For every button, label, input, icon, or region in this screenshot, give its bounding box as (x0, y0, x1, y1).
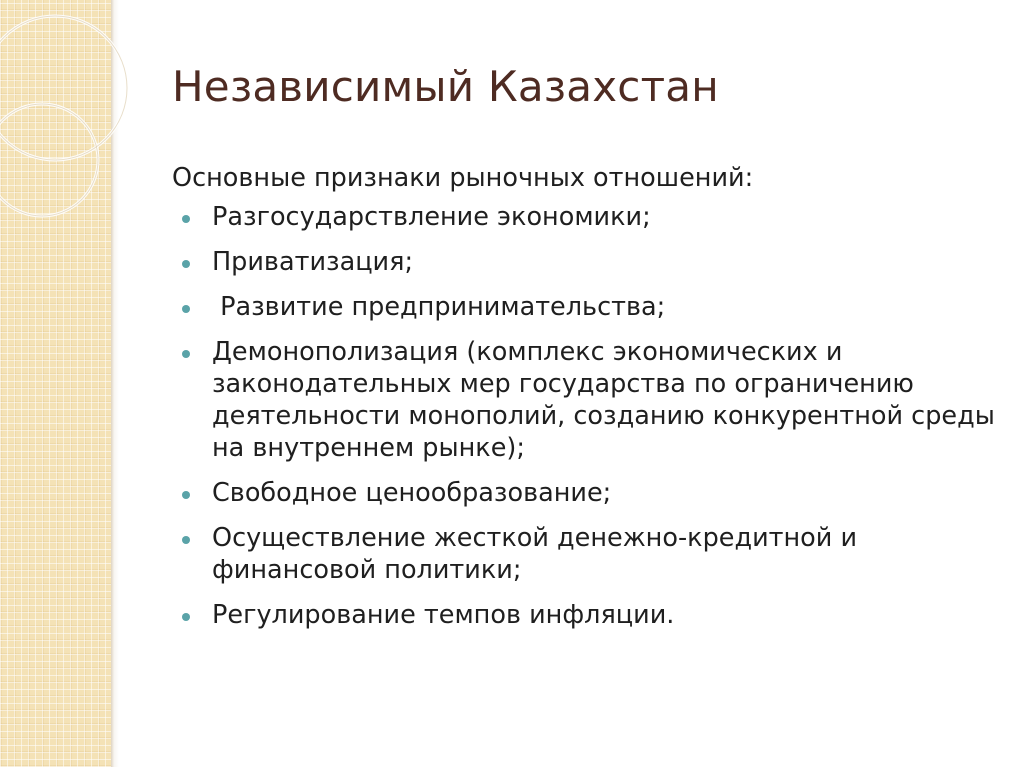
slide-title: Независимый Казахстан (172, 62, 719, 111)
bullet-icon (182, 536, 190, 544)
list-item (172, 477, 1002, 509)
list-item-text: Свободное ценообразование; (212, 478, 612, 508)
bullet-icon (182, 215, 190, 223)
list-item (172, 291, 1002, 323)
upper-ring-icon (0, 16, 127, 160)
decorative-rings (0, 0, 200, 260)
list-item (172, 246, 1002, 278)
list-item (172, 336, 1002, 464)
list-item (172, 599, 1002, 631)
bullet-icon (182, 491, 190, 499)
bullet-icon (182, 350, 190, 358)
bullet-icon (182, 613, 190, 621)
list-item (172, 522, 1002, 586)
list-item-text: Развитие предпринимательства; (212, 292, 666, 322)
list-item-text: Разгосударствление экономики; (212, 202, 651, 232)
intro-text: Основные признаки рыночных отношений: (172, 163, 754, 193)
slide-content (172, 162, 1002, 644)
list-item-text: Регулирование темпов инфляции. (212, 600, 675, 630)
bullet-list (172, 201, 1002, 631)
list-item-text: Осуществление жесткой денежно-кредитной и финансовой политики; (212, 523, 858, 585)
bullet-icon (182, 305, 190, 313)
bullet-icon (182, 260, 190, 268)
list-item-text: Приватизация; (212, 247, 414, 277)
list-item-text: Демонополизация (комплекс экономических и законодательных мер государства по ограничению деятельности монополий, созданию конкурентной среды на внутреннем рынке); (212, 337, 995, 463)
list-item (172, 201, 1002, 233)
